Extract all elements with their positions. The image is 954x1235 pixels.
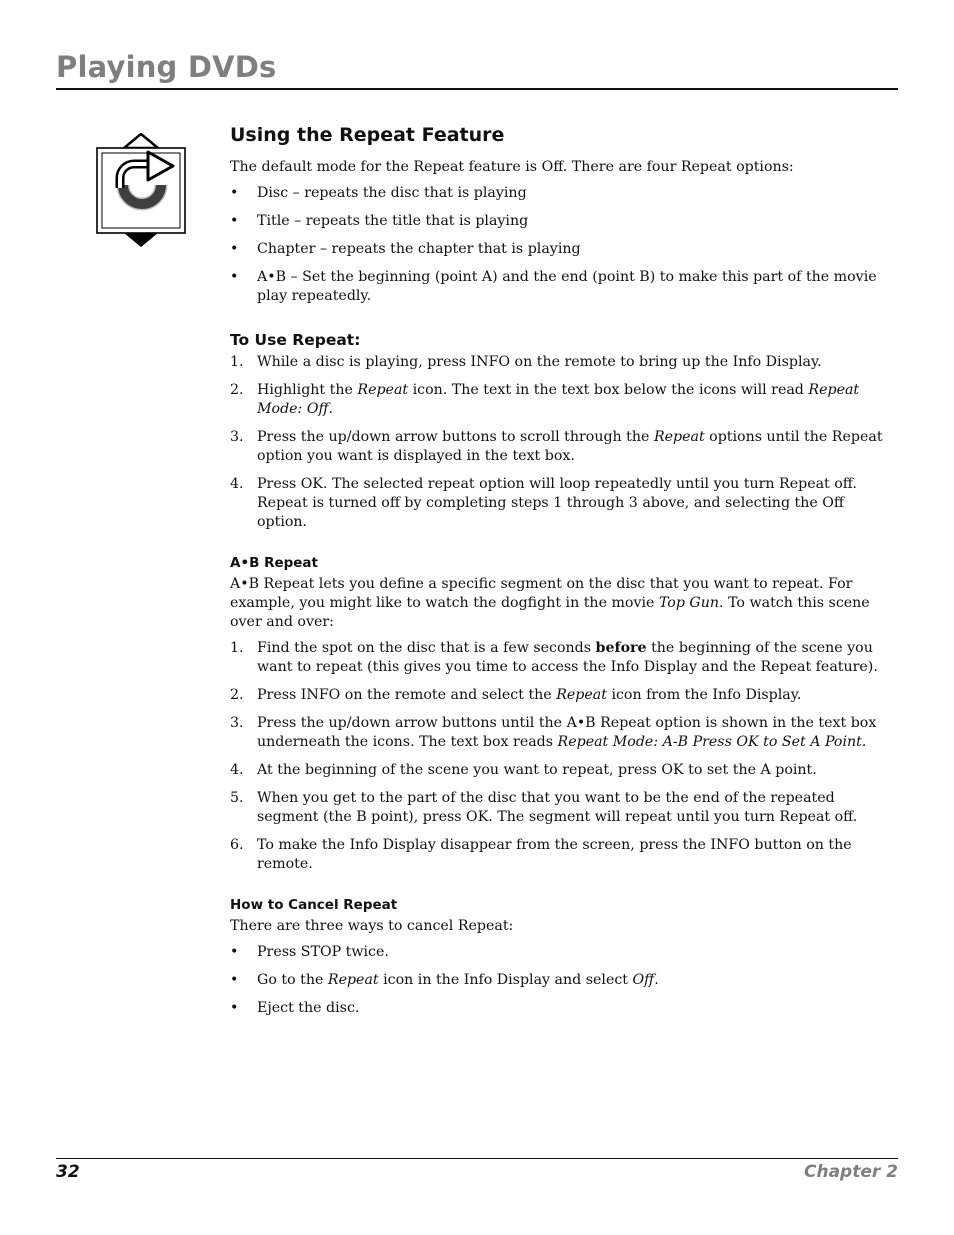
bullet: • <box>230 972 239 988</box>
list-item <box>230 212 898 231</box>
step-emphasis: Repeat <box>357 382 409 398</box>
option-text: A•B – Set the beginning (point A) and the end (point B) to make this part of the movie play repeatedly. <box>257 269 877 304</box>
step-number: 5. <box>230 790 244 806</box>
step-emphasis: Repeat <box>556 687 607 703</box>
step-item <box>230 428 898 466</box>
cancel-text: . <box>654 972 659 988</box>
list-item <box>230 184 898 203</box>
ab-repeat-heading: A•B Repeat <box>230 555 319 571</box>
cancel-intro: There are three ways to cancel Repeat: <box>230 918 514 934</box>
ab-repeat-steps <box>230 639 898 874</box>
page-number: 32 <box>56 1162 80 1182</box>
step-item <box>230 686 898 705</box>
step-text: While a disc is playing, press INFO on the remote to bring up the Info Display. <box>257 354 822 370</box>
footer-rule <box>56 1158 898 1159</box>
chapter-label: Chapter 2 <box>803 1162 898 1182</box>
use-repeat-heading: To Use Repeat: <box>230 331 361 349</box>
list-item <box>230 268 898 306</box>
step-number: 3. <box>230 715 244 731</box>
step-item <box>230 836 898 874</box>
list-item <box>230 943 898 962</box>
step-number: 3. <box>230 429 244 445</box>
repeat-options-list <box>230 184 898 306</box>
bullet: • <box>230 944 239 960</box>
step-number: 1. <box>230 640 244 656</box>
step-text: the beginning of the scene you want to repeat (this gives you time to access the Info Display and the Repeat feature). <box>257 640 878 675</box>
step-text: At the beginning of the scene you want to repeat, press OK to set the A point. <box>257 762 817 778</box>
step-item <box>230 639 898 677</box>
cancel-emphasis: Off <box>632 972 655 988</box>
step-item <box>230 353 898 372</box>
bullet: • <box>230 1000 239 1016</box>
step-text: icon. The text in the text box below the icons will read <box>408 382 809 398</box>
step-number: 2. <box>230 382 244 398</box>
step-text: Press the up/down arrow buttons to scroll through the <box>257 429 654 445</box>
step-number: 4. <box>230 762 244 778</box>
step-emphasis: Repeat Mode: A-B Press OK to Set A Point. <box>557 734 867 750</box>
option-text: Disc – repeats the disc that is playing <box>257 185 527 201</box>
step-number: 6. <box>230 837 244 853</box>
step-item <box>230 475 898 532</box>
ab-repeat-intro <box>230 575 898 632</box>
movie-title: Top Gun <box>658 595 720 611</box>
step-text: options until the Repeat option you want is displayed in the text box. <box>257 429 883 464</box>
section-intro: The default mode for the Repeat feature is Off. There are four Repeat options: <box>230 159 794 175</box>
use-repeat-steps <box>230 353 898 532</box>
bullet: • <box>230 269 239 285</box>
step-item <box>230 714 898 752</box>
step-item <box>230 789 898 827</box>
page-title: Playing DVDs <box>56 50 277 84</box>
step-item <box>230 381 898 419</box>
list-item <box>230 971 898 990</box>
cancel-repeat-heading: How to Cancel Repeat <box>230 897 398 913</box>
step-text: To make the Info Display disappear from the screen, press the INFO button on the remote. <box>257 837 852 872</box>
step-text: When you get to the part of the disc that you want to be the end of the repeated segment (the B point), press OK. The segment will repeat until you turn Repeat off. <box>257 790 858 825</box>
step-text: Press the up/down arrow buttons until the A•B Repeat option is shown in the text box underneath the icons. The text box reads <box>257 715 877 750</box>
cancel-text: Press STOP twice. <box>257 944 389 960</box>
cancel-list <box>230 943 898 1018</box>
cancel-emphasis: Repeat <box>327 972 379 988</box>
step-number: 1. <box>230 354 244 370</box>
intro-text: . To watch this scene over and over: <box>230 595 870 630</box>
intro-text: A•B Repeat lets you define a specific segment on the disc that you want to repeat. For example, you might like to watch the dogfight in the movie <box>230 576 853 611</box>
step-bold: before <box>595 640 647 656</box>
option-text: Title – repeats the title that is playing <box>257 213 529 229</box>
step-text: Find the spot on the disc that is a few seconds <box>257 640 596 656</box>
cancel-text: Eject the disc. <box>257 1000 360 1016</box>
step-number: 2. <box>230 687 244 703</box>
bullet: • <box>230 213 239 229</box>
bullet: • <box>230 241 239 257</box>
list-item <box>230 999 898 1018</box>
step-emphasis: Repeat Mode: Off. <box>257 382 860 417</box>
repeat-icon <box>95 133 187 248</box>
list-item <box>230 240 898 259</box>
step-number: 4. <box>230 476 244 492</box>
step-text: icon from the Info Display. <box>606 687 802 703</box>
step-emphasis: Repeat <box>653 429 705 445</box>
title-rule <box>56 88 898 90</box>
step-text: Highlight the <box>257 382 358 398</box>
cancel-text: Go to the <box>257 972 328 988</box>
step-text: Press OK. The selected repeat option will loop repeatedly until you turn Repeat off. Repeat is turned off by completing steps 1 through 3 above, and selecting the Off option. <box>257 476 857 530</box>
section-heading: Using the Repeat Feature <box>230 124 505 146</box>
step-text: Press INFO on the remote and select the <box>257 687 557 703</box>
main-content <box>230 122 898 1027</box>
cancel-text: icon in the Info Display and select <box>378 972 633 988</box>
step-item <box>230 761 898 780</box>
option-text: Chapter – repeats the chapter that is playing <box>257 241 581 257</box>
bullet: • <box>230 185 239 201</box>
